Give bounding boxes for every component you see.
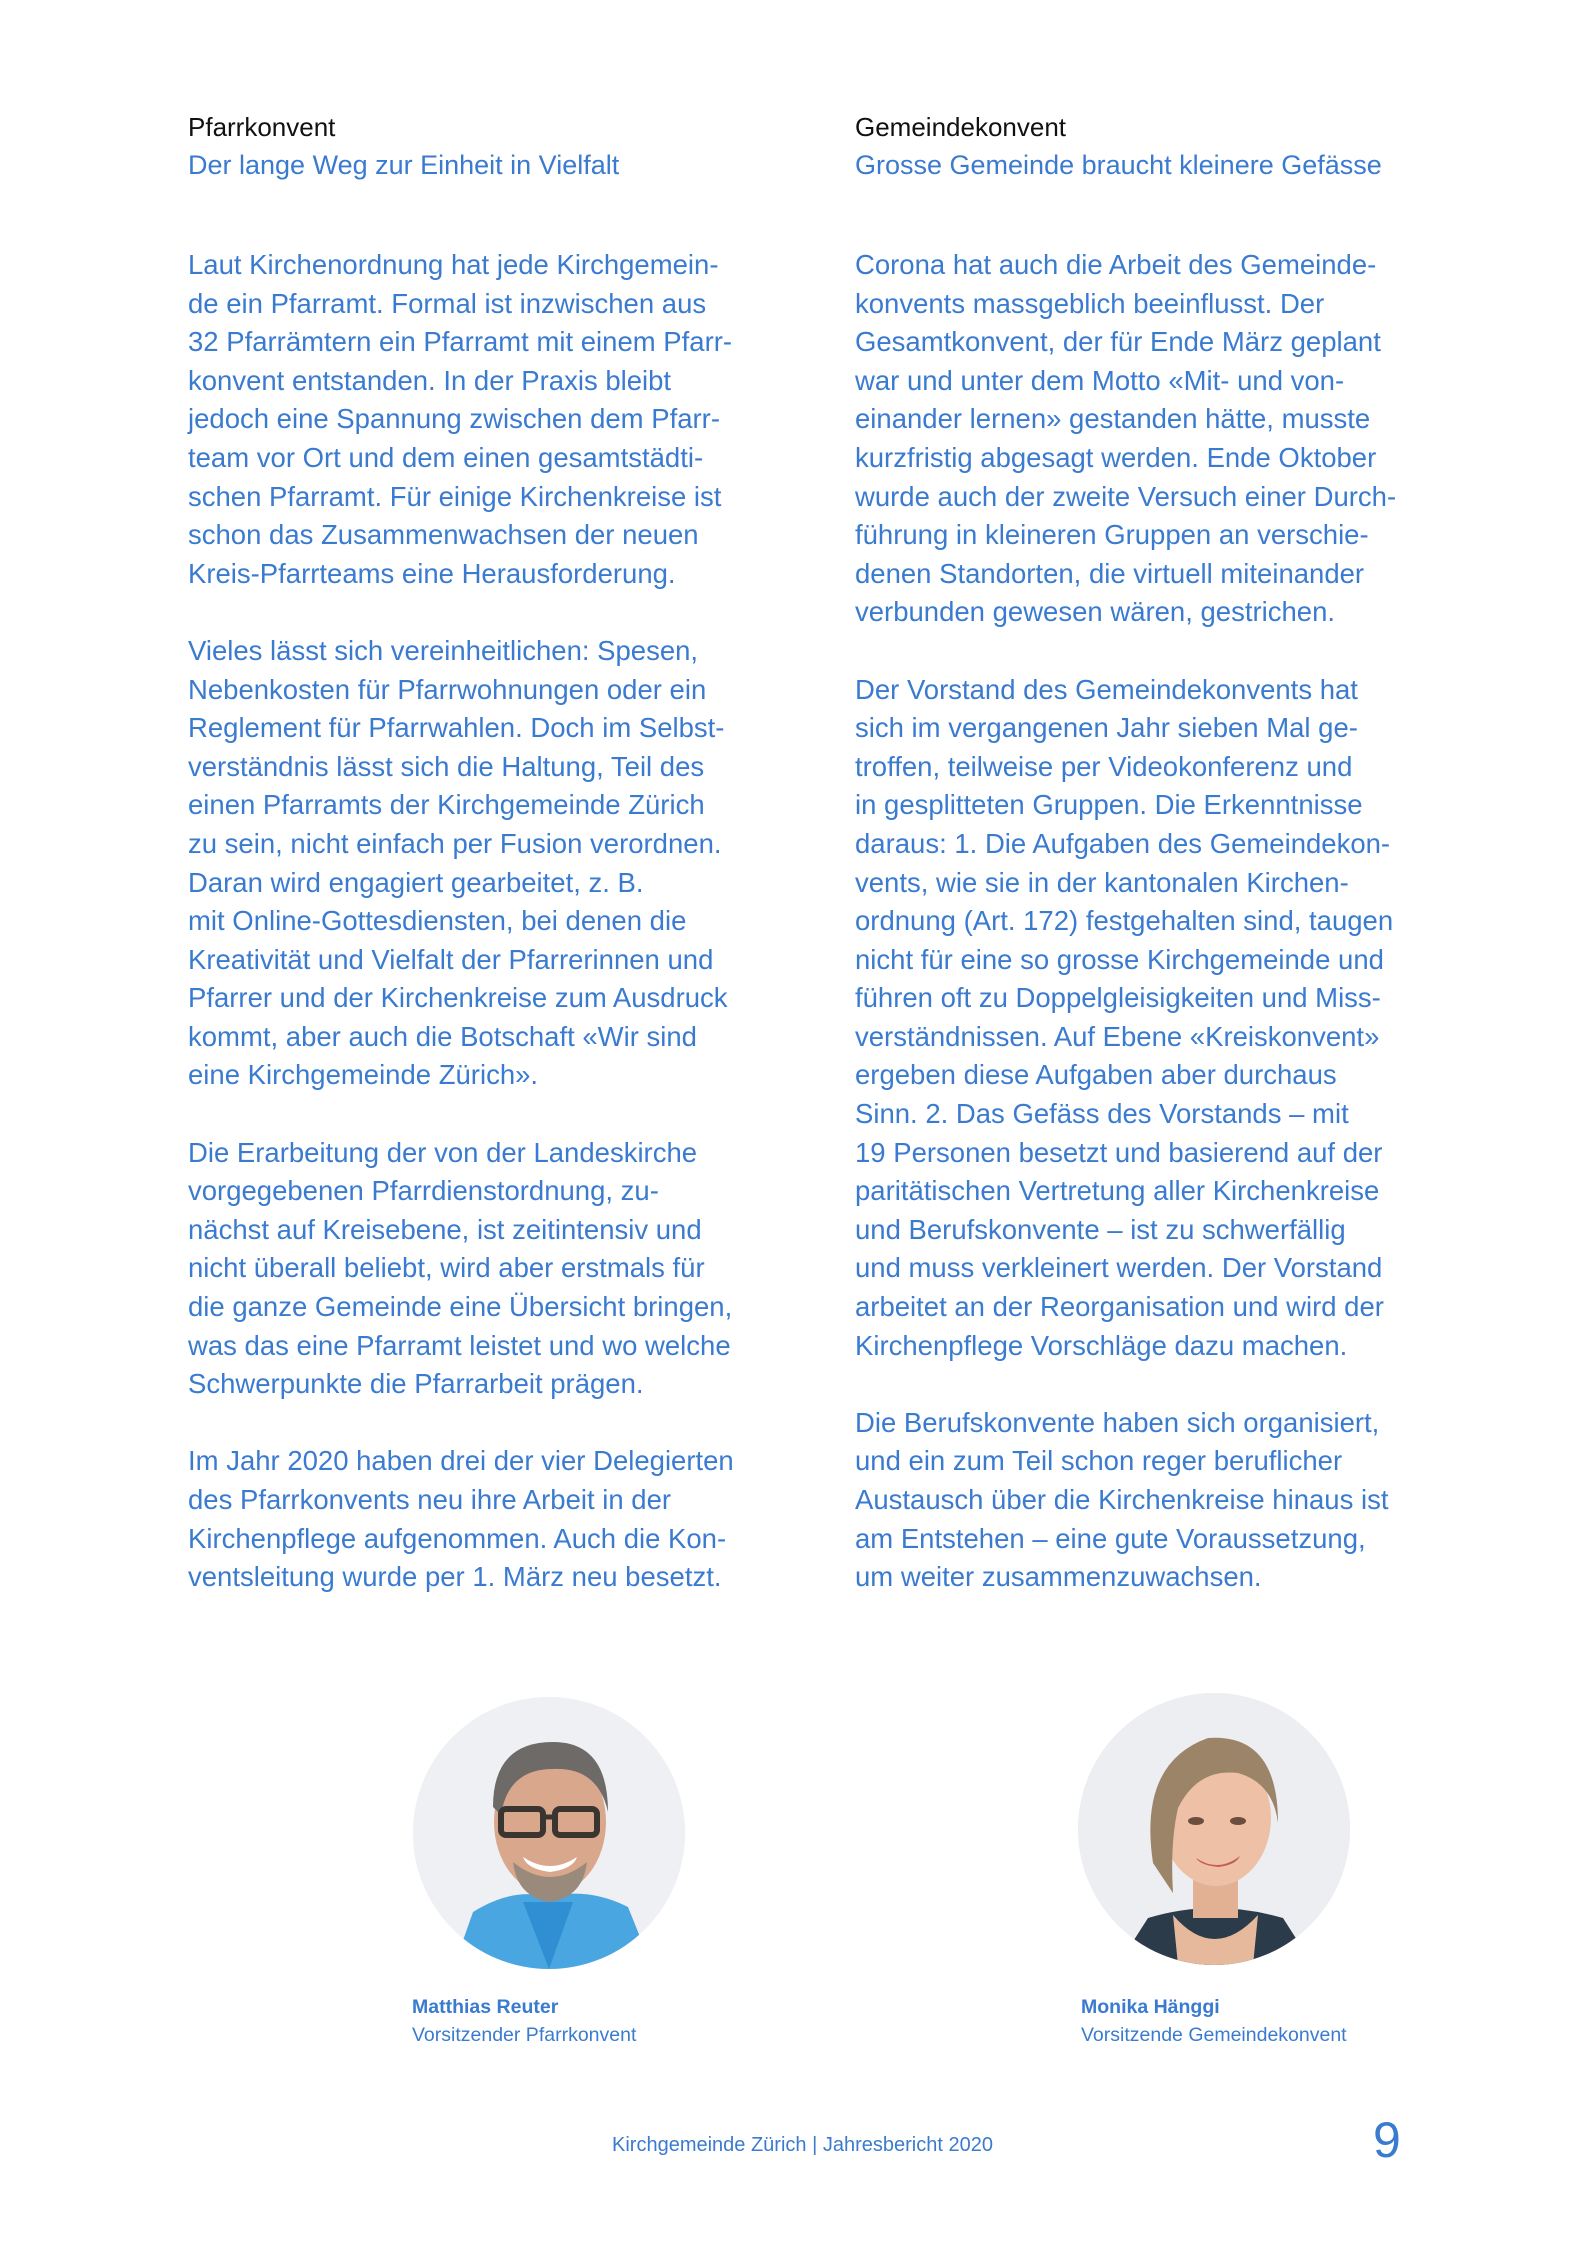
text-line: wurde auch der zweite Versuch einer Durch-: [855, 480, 1397, 512]
portrait-image: [413, 1697, 685, 1969]
text-line: Kreativität und Vielfalt der Pfarrerinnen und: [188, 943, 714, 975]
paragraph: [188, 246, 838, 593]
text-line: ventsleitung wurde per 1. März neu besetzt.: [188, 1561, 722, 1593]
text-line: nicht für eine so grosse Kirchgemeinde und: [855, 943, 1384, 975]
text-line: 19 Personen besetzt und basierend auf der: [855, 1136, 1383, 1168]
text-line: Pfarrer und der Kirchenkreise zum Ausdruck: [188, 982, 728, 1014]
gemeindekonvent-column: [855, 108, 1505, 1635]
text-line: Kirchenpflege Vorschläge dazu machen.: [855, 1329, 1348, 1361]
text-line: zu sein, nicht einfach per Fusion verordnen.: [188, 827, 722, 859]
portrait-caption: [412, 1993, 636, 2049]
text-line: Schwerpunkte die Pfarrarbeit prägen.: [188, 1368, 644, 1400]
text-line: und ein zum Teil schon reger beruflicher: [855, 1445, 1343, 1477]
text-line: Gesamtkonvent, der für Ende März geplant: [855, 326, 1381, 358]
portrait-photo-matthias-reuter: [413, 1697, 685, 1969]
text-line: führung in kleineren Gruppen an verschie-: [855, 519, 1369, 551]
text-line: team vor Ort und dem einen gesamtstädti-: [188, 441, 704, 473]
text-line: Die Erarbeitung der von der Landeskirche: [188, 1136, 698, 1168]
paragraph: [188, 1442, 838, 1596]
pfarrkonvent-column: [188, 108, 838, 1635]
text-line: ergeben diese Aufgaben aber durchaus: [855, 1059, 1337, 1091]
article-body: [855, 246, 1505, 1597]
text-line: Austausch über die Kirchenkreise hinaus ist: [855, 1484, 1389, 1515]
text-line: was das eine Pfarramt leistet und wo welche: [188, 1329, 731, 1361]
text-line: vorgegebenen Pfarrdienstordnung, zu-: [188, 1175, 659, 1207]
text-line: nicht überall beliebt, wird aber erstmals für: [188, 1252, 705, 1284]
paragraph: [188, 632, 838, 1095]
text-line: sich im vergangenen Jahr sieben Mal ge-: [855, 712, 1358, 744]
text-line: verbunden gewesen wären, gestrichen.: [855, 596, 1336, 628]
text-line: arbeitet an der Reorganisation und wird der: [855, 1291, 1384, 1323]
text-line: 32 Pfarrämtern ein Pfarramt mit einem Pfarr-: [188, 326, 733, 358]
text-line: Corona hat auch die Arbeit des Gemeinde-: [855, 249, 1377, 280]
text-line: Der Vorstand des Gemeindekonvents hat: [855, 673, 1358, 705]
text-line: schen Pfarramt. Für einige Kirchenkreise ist: [188, 480, 722, 512]
text-line: Im Jahr 2020 haben drei der vier Delegierten: [188, 1445, 734, 1477]
text-line: am Entstehen – eine gute Voraussetzung,: [855, 1522, 1366, 1554]
text-line: Vieles lässt sich vereinheitlichen: Spesen,: [188, 634, 699, 666]
text-line: verständnis lässt sich die Haltung, Teil des: [188, 750, 705, 782]
text-line: des Pfarrkonvents neu ihre Arbeit in der: [188, 1484, 672, 1515]
text-line: schon das Zusammenwachsen der neuen: [188, 519, 699, 551]
portrait-caption: [1081, 1993, 1347, 2049]
text-line: Kreis-Pfarrteams eine Herausforderung.: [188, 557, 676, 589]
text-line: Nebenkosten für Pfarrwohnungen oder ein: [188, 673, 707, 705]
page-number: 9: [1373, 2112, 1401, 2168]
section-title: Gemeindekonvent: [855, 112, 1067, 142]
text-line: Sinn. 2. Das Gefäss des Vorstands – mit: [855, 1098, 1349, 1130]
person-role: Vorsitzende Gemeindekonvent: [1081, 2024, 1347, 2046]
section-subtitle: Der lange Weg zur Einheit in Vielfalt: [188, 150, 620, 180]
text-line: kommt, aber auch die Botschaft «Wir sind: [188, 1020, 697, 1052]
text-line: konvent entstanden. In der Praxis bleibt: [188, 364, 672, 396]
text-line: eine Kirchgemeinde Zürich».: [188, 1059, 539, 1091]
footer-publication: Kirchgemeinde Zürich | Jahresbericht 2020: [612, 2134, 993, 2156]
paragraph: [855, 1404, 1505, 1597]
paragraph: [855, 671, 1505, 1366]
text-line: um weiter zusammenzuwachsen.: [855, 1561, 1262, 1593]
text-line: vents, wie sie in der kantonalen Kirchen-: [855, 866, 1349, 898]
text-line: Laut Kirchenordnung hat jede Kirchgemein-: [188, 249, 719, 280]
text-line: und Berufskonvente – ist zu schwerfällig: [855, 1213, 1346, 1245]
text-line: daraus: 1. Die Aufgaben des Gemeindekon-: [855, 827, 1391, 859]
text-line: de ein Pfarramt. Formal ist inzwischen aus: [188, 287, 707, 319]
text-line: in gesplitteten Gruppen. Die Erkenntnisse: [855, 789, 1363, 821]
article-body: [188, 246, 838, 1597]
text-line: kurzfristig abgesagt werden. Ende Oktober: [855, 441, 1377, 473]
text-line: Die Berufskonvente haben sich organisiert,: [855, 1406, 1380, 1438]
portrait-photo-monika-haenggi: [1078, 1693, 1350, 1965]
text-line: nächst auf Kreisebene, ist zeitintensiv und: [188, 1213, 702, 1245]
section-subtitle: Grosse Gemeinde braucht kleinere Gefässe: [855, 150, 1382, 180]
text-line: verständnissen. Auf Ebene «Kreiskonvent»: [855, 1020, 1380, 1052]
text-line: Kirchenpflege aufgenommen. Auch die Kon-: [188, 1522, 727, 1554]
text-line: jedoch eine Spannung zwischen dem Pfarr-: [188, 403, 720, 435]
paragraph: [188, 1134, 838, 1404]
section-title: Pfarrkonvent: [188, 112, 336, 142]
text-line: Daran wird engagiert gearbeitet, z. B.: [188, 866, 644, 898]
text-line: war und unter dem Motto «Mit- und von-: [855, 364, 1345, 396]
text-line: konvents massgeblich beeinflusst. Der: [855, 287, 1325, 319]
text-line: denen Standorten, die virtuell miteinander: [855, 557, 1365, 589]
person-role: Vorsitzender Pfarrkonvent: [412, 2024, 637, 2046]
text-line: paritätischen Vertretung aller Kirchenkreise: [855, 1175, 1380, 1207]
text-line: Reglement für Pfarrwahlen. Doch im Selbst-: [188, 712, 725, 744]
text-line: einen Pfarramts der Kirchgemeinde Zürich: [188, 789, 705, 821]
paragraph: [855, 246, 1505, 632]
person-name: Matthias Reuter: [412, 1996, 559, 2018]
person-name: Monika Hänggi: [1081, 1996, 1220, 2018]
text-line: mit Online-Gottesdiensten, bei denen die: [188, 905, 687, 937]
portrait-image: [1078, 1693, 1350, 1965]
text-line: die ganze Gemeinde eine Übersicht bringen,: [188, 1291, 733, 1323]
text-line: führen oft zu Doppelgleisigkeiten und Miss-: [855, 982, 1381, 1014]
text-line: ordnung (Art. 172) festgehalten sind, taugen: [855, 905, 1394, 937]
text-line: einander lernen» gestanden hätte, musste: [855, 403, 1371, 435]
text-line: troffen, teilweise per Videokonferenz und: [855, 750, 1353, 782]
text-line: und muss verkleinert werden. Der Vorstand: [855, 1252, 1383, 1284]
